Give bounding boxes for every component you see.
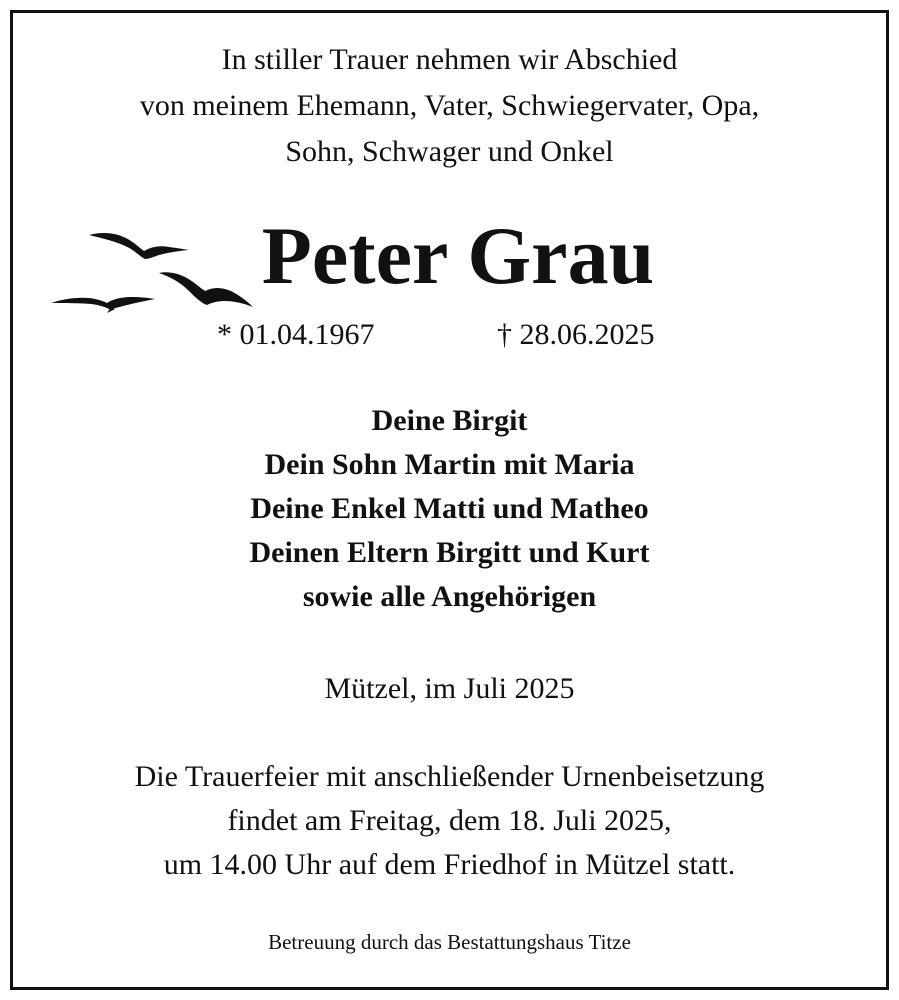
family-line-4: Deinen Eltern Birgitt und Kurt — [249, 536, 650, 569]
obituary-notice — [10, 10, 889, 990]
ceremony-line-3: um 14.00 Uhr auf dem Friedhof in Mützel statt. — [163, 848, 736, 881]
funeral-home-credit: Betreuung durch das Bestattungshaus Titze — [268, 930, 631, 954]
bird-2 — [159, 272, 253, 307]
ceremony-line-2: findet am Freitag, dem 18. Juli 2025, — [227, 804, 672, 837]
bird-1 — [89, 233, 189, 259]
family-line-3: Deine Enkel Matti und Matheo — [250, 492, 649, 525]
intro-line-1: In stiller Trauer nehmen wir Abschied — [221, 43, 678, 76]
family-line-1: Deine Birgit — [371, 404, 528, 437]
family-line-2: Dein Sohn Martin mit Maria — [264, 448, 635, 481]
deceased-name: Peter Grau — [261, 210, 655, 301]
place-and-date: Mützel, im Juli 2025 — [324, 672, 575, 705]
birth-date: * 01.04.1967 — [217, 318, 375, 351]
ceremony-line-1: Die Trauerfeier mit anschließender Urnenbeisetzung — [134, 760, 765, 793]
intro-line-2: von meinem Ehemann, Vater, Schwiegervater, Opa, — [139, 89, 760, 122]
death-date: † 28.06.2025 — [497, 318, 655, 351]
bird-3 — [51, 297, 155, 309]
flying-birds-icon — [49, 225, 259, 315]
family-line-5: sowie alle Angehörigen — [302, 580, 597, 613]
intro-line-3: Sohn, Schwager und Onkel — [285, 135, 614, 168]
